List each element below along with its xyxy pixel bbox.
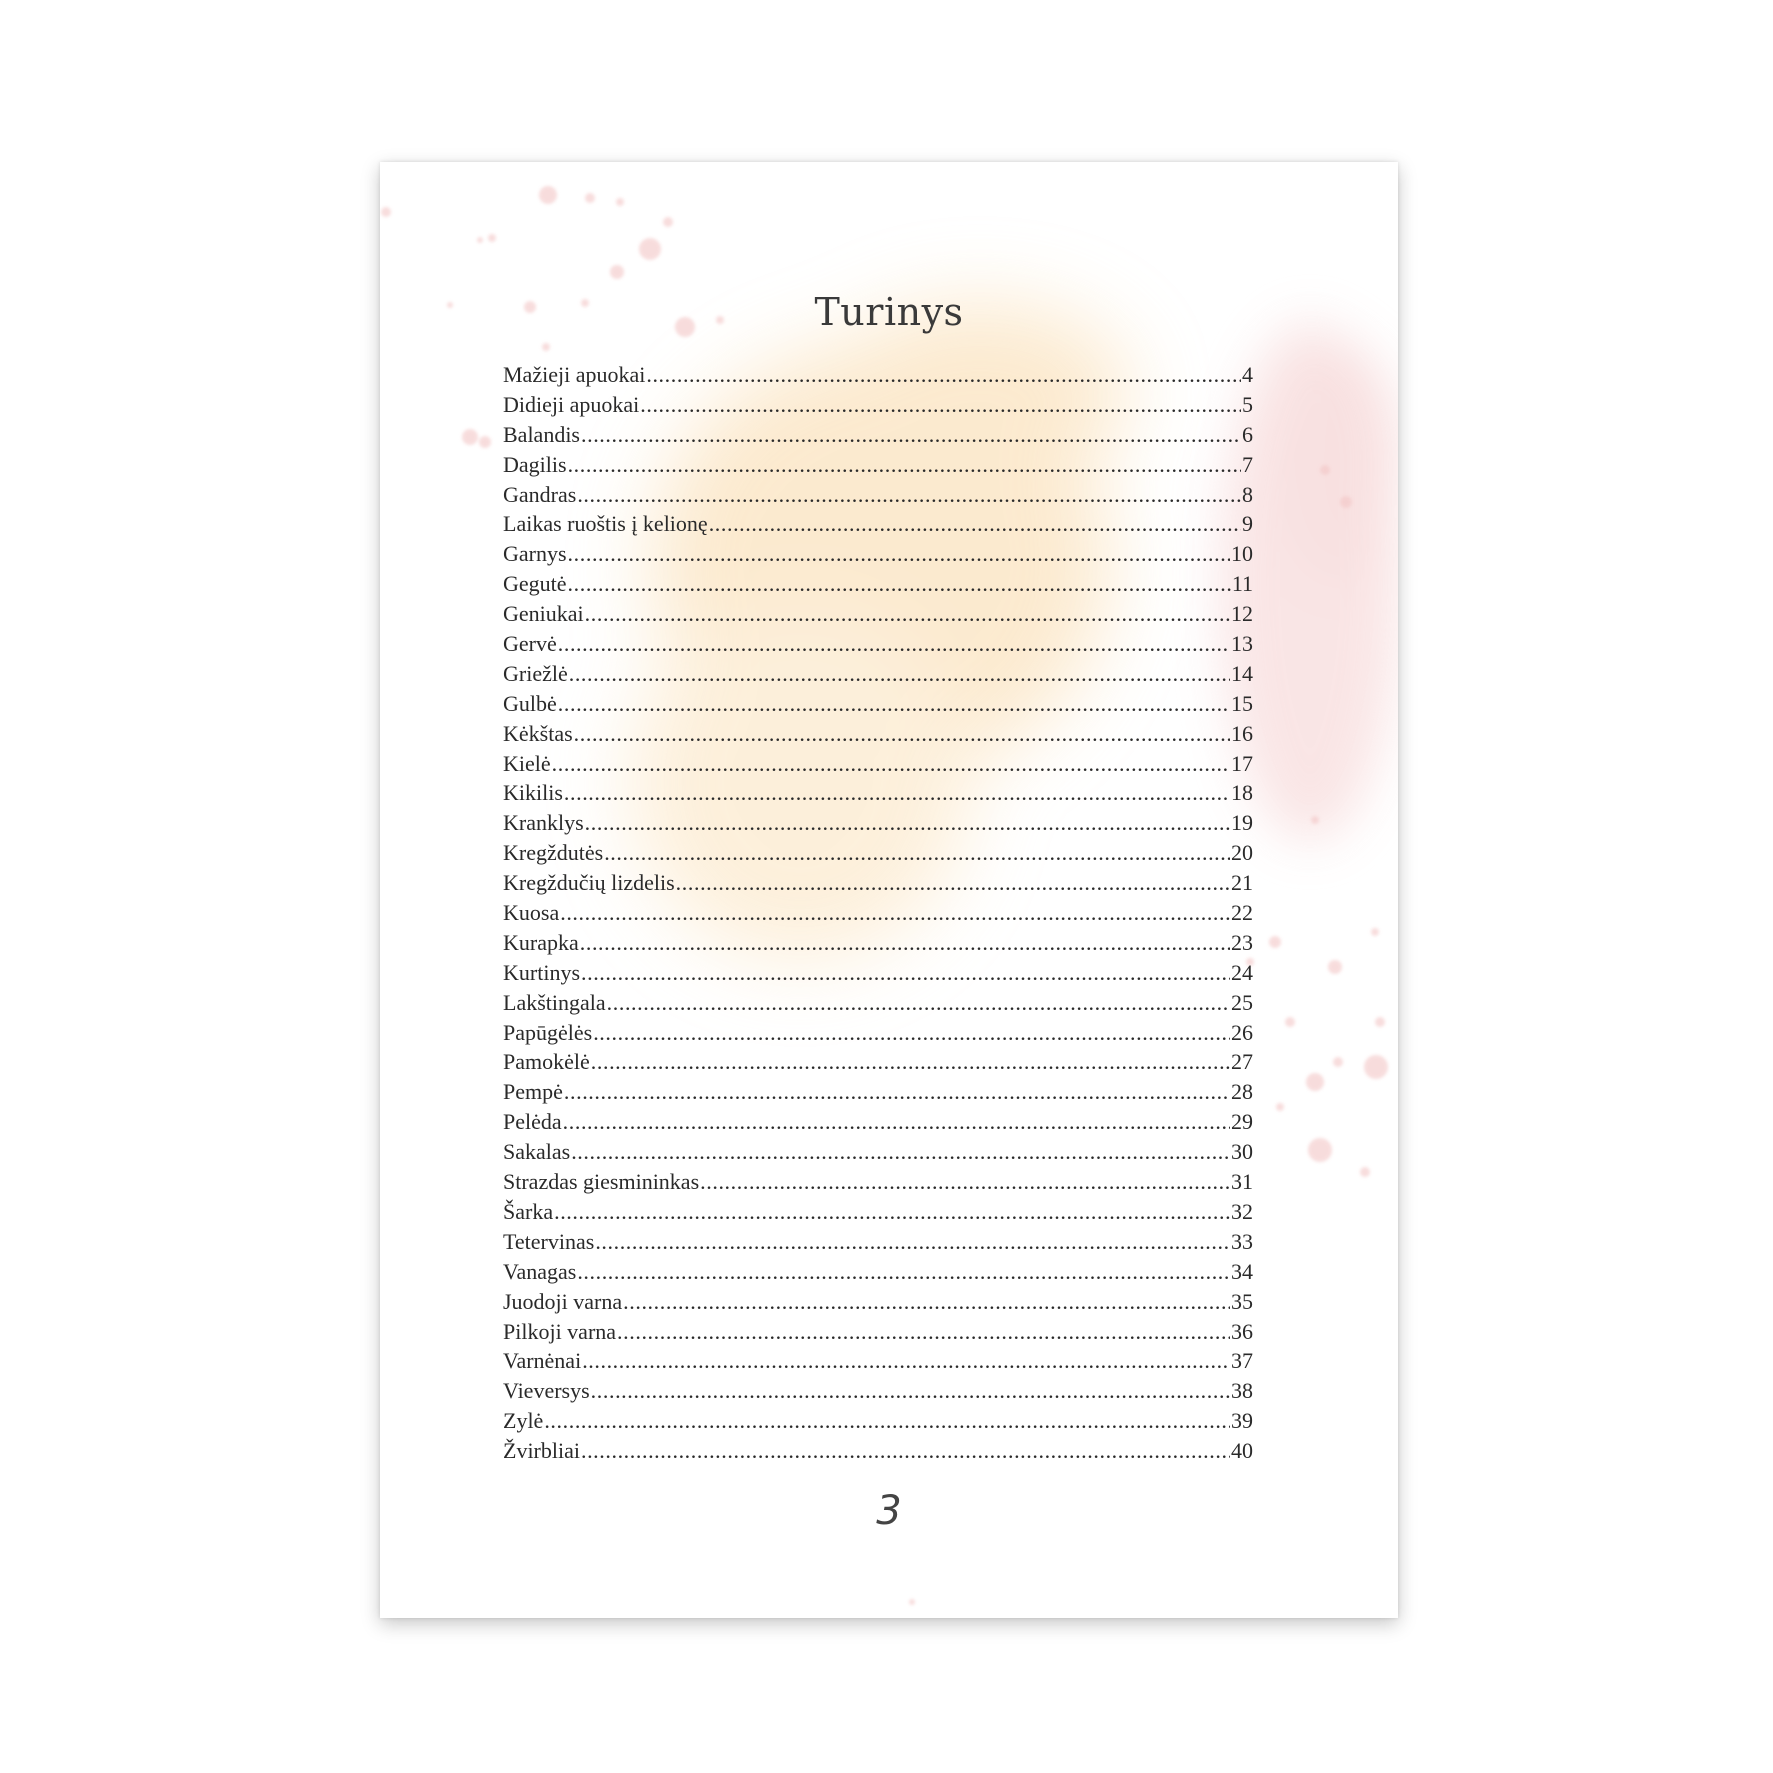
toc-entry-page: 39 <box>1231 1408 1253 1434</box>
toc-entry[interactable] <box>503 1438 1253 1468</box>
dot-leader <box>563 1109 1230 1135</box>
toc-entry-title: Pempė <box>503 1079 563 1105</box>
toc-entry[interactable] <box>503 1020 1253 1050</box>
toc-entry[interactable] <box>503 780 1253 810</box>
toc-entry-title: Zylė <box>503 1408 544 1434</box>
table-of-contents <box>503 362 1253 1468</box>
dot-leader <box>554 1199 1230 1225</box>
toc-entry-title: Geniukai <box>503 601 584 627</box>
toc-entry-page: 31 <box>1231 1169 1253 1195</box>
toc-entry[interactable] <box>503 661 1253 691</box>
toc-entry[interactable] <box>503 571 1253 601</box>
toc-entry[interactable] <box>503 990 1253 1020</box>
page-title: Turinys <box>814 290 964 334</box>
book-page <box>380 162 1398 1618</box>
dot-leader <box>580 930 1230 956</box>
dot-leader <box>640 392 1241 418</box>
toc-entry[interactable] <box>503 1229 1253 1259</box>
toc-entry-title: Vanagas <box>503 1258 577 1284</box>
toc-entry-title: Gandras <box>503 481 577 507</box>
toc-entry[interactable] <box>503 392 1253 422</box>
toc-entry[interactable] <box>503 362 1253 392</box>
toc-entry-title: Papūgėlės <box>503 1019 593 1045</box>
toc-entry[interactable] <box>503 1289 1253 1319</box>
dot-leader <box>558 691 1230 717</box>
dot-leader <box>564 780 1230 806</box>
toc-entry[interactable] <box>503 601 1253 631</box>
toc-entry-title: Griežlė <box>503 660 568 686</box>
toc-entry-title: Kėkštas <box>503 720 573 746</box>
toc-entry-page: 20 <box>1231 840 1253 866</box>
toc-entry[interactable] <box>503 482 1253 512</box>
toc-entry[interactable] <box>503 1139 1253 1169</box>
toc-entry-title: Kregždučių lizdelis <box>503 870 675 896</box>
toc-entry[interactable] <box>503 1049 1253 1079</box>
toc-entry-page: 24 <box>1231 959 1253 985</box>
toc-entry[interactable] <box>503 1109 1253 1139</box>
dot-leader <box>585 810 1230 836</box>
dot-leader <box>623 1289 1230 1315</box>
toc-entry-title: Juodoji varna <box>503 1288 623 1314</box>
toc-entry-title: Kuosa <box>503 900 560 926</box>
toc-entry-title: Vieversys <box>503 1378 590 1404</box>
toc-entry-title: Sakalas <box>503 1139 571 1165</box>
toc-entry-title: Šarka <box>503 1198 554 1224</box>
dot-leader <box>595 1229 1230 1255</box>
toc-entry-title: Kurapka <box>503 929 579 955</box>
toc-entry[interactable] <box>503 751 1253 781</box>
toc-entry-page: 37 <box>1231 1348 1253 1374</box>
toc-entry-page: 15 <box>1231 690 1253 716</box>
toc-entry-page: 7 <box>1242 451 1253 477</box>
toc-entry[interactable] <box>503 1378 1253 1408</box>
toc-entry-title: Kurtinys <box>503 959 580 985</box>
toc-entry-title: Kielė <box>503 750 551 776</box>
toc-entry[interactable] <box>503 1319 1253 1349</box>
toc-entry-page: 35 <box>1231 1288 1253 1314</box>
toc-entry-title: Gervė <box>503 631 557 657</box>
toc-entry[interactable] <box>503 1408 1253 1438</box>
dot-leader <box>571 1139 1230 1165</box>
toc-entry[interactable] <box>503 511 1253 541</box>
toc-entry-page: 40 <box>1231 1438 1253 1464</box>
toc-entry-page: 17 <box>1231 750 1253 776</box>
toc-entry-title: Laikas ruoštis į kelionę <box>503 511 708 537</box>
toc-entry[interactable] <box>503 960 1253 990</box>
toc-entry-page: 23 <box>1231 929 1253 955</box>
dot-leader <box>676 870 1230 896</box>
dot-leader <box>591 1049 1230 1075</box>
toc-entry-page: 4 <box>1242 362 1253 387</box>
toc-entry[interactable] <box>503 1199 1253 1229</box>
toc-entry-title: Mažieji apuokai <box>503 362 646 387</box>
dot-leader <box>581 960 1230 986</box>
toc-entry-page: 36 <box>1231 1318 1253 1344</box>
toc-entry[interactable] <box>503 631 1253 661</box>
toc-entry-title: Žvirbliai <box>503 1438 580 1464</box>
toc-entry-page: 34 <box>1231 1258 1253 1284</box>
dot-leader <box>574 721 1230 747</box>
toc-entry[interactable] <box>503 1079 1253 1109</box>
dot-leader <box>593 1020 1230 1046</box>
toc-entry-title: Dagilis <box>503 451 567 477</box>
toc-entry[interactable] <box>503 691 1253 721</box>
toc-entry-page: 27 <box>1231 1049 1253 1075</box>
dot-leader <box>568 571 1231 597</box>
toc-entry[interactable] <box>503 900 1253 930</box>
toc-entry-title: Tetervinas <box>503 1228 595 1254</box>
toc-entry-page: 16 <box>1231 720 1253 746</box>
dot-leader <box>569 661 1230 687</box>
dot-leader <box>558 631 1230 657</box>
toc-entry-page: 28 <box>1231 1079 1253 1105</box>
dot-leader <box>560 900 1230 926</box>
toc-entry-title: Kikilis <box>503 780 563 806</box>
toc-entry-page: 29 <box>1231 1109 1253 1135</box>
dot-leader <box>709 511 1241 537</box>
toc-entry-page: 11 <box>1231 571 1253 597</box>
toc-entry[interactable] <box>503 721 1253 751</box>
toc-entry[interactable] <box>503 930 1253 960</box>
toc-entry-page: 9 <box>1242 511 1253 537</box>
toc-entry[interactable] <box>503 870 1253 900</box>
toc-entry-page: 18 <box>1231 780 1253 806</box>
dot-leader <box>700 1169 1230 1195</box>
dot-leader <box>552 751 1230 777</box>
toc-entry-title: Didieji apuokai <box>503 391 640 417</box>
toc-entry-page: 10 <box>1231 541 1253 567</box>
dot-leader <box>604 840 1230 866</box>
dot-leader <box>568 452 1241 478</box>
toc-entry[interactable] <box>503 1169 1253 1199</box>
toc-entry-page: 21 <box>1231 870 1253 896</box>
toc-entry-page: 5 <box>1242 391 1253 417</box>
page-number: 3 <box>876 1488 902 1534</box>
toc-entry-page: 13 <box>1231 631 1253 657</box>
toc-entry[interactable] <box>503 810 1253 840</box>
toc-entry-page: 32 <box>1231 1198 1253 1224</box>
toc-entry-title: Gulbė <box>503 690 557 716</box>
toc-entry-page: 19 <box>1231 810 1253 836</box>
toc-entry-page: 25 <box>1231 989 1253 1015</box>
toc-entry[interactable] <box>503 840 1253 870</box>
dot-leader <box>617 1319 1230 1345</box>
toc-entry[interactable] <box>503 1348 1253 1378</box>
dot-leader <box>581 1438 1230 1464</box>
dot-leader <box>568 541 1230 567</box>
dot-leader <box>564 1079 1230 1105</box>
toc-entry-page: 12 <box>1231 601 1253 627</box>
dot-leader <box>577 1259 1230 1285</box>
toc-entry-title: Gegutė <box>503 571 567 597</box>
toc-entry-title: Kranklys <box>503 810 584 836</box>
toc-entry-title: Lakštingala <box>503 989 606 1015</box>
toc-entry-page: 33 <box>1231 1228 1253 1254</box>
dot-leader <box>581 422 1241 448</box>
toc-entry-page: 38 <box>1231 1378 1253 1404</box>
toc-entry[interactable] <box>503 541 1253 571</box>
toc-entry-title: Pelėda <box>503 1109 562 1135</box>
toc-entry[interactable] <box>503 422 1253 452</box>
toc-entry-page: 26 <box>1231 1019 1253 1045</box>
toc-entry-title: Garnys <box>503 541 567 567</box>
dot-leader <box>544 1408 1230 1434</box>
toc-entry-title: Strazdas giesmininkas <box>503 1169 700 1195</box>
toc-entry-title: Kregždutės <box>503 840 604 866</box>
toc-entry-page: 6 <box>1242 421 1253 447</box>
dot-leader <box>582 1348 1230 1374</box>
dot-leader <box>577 482 1241 508</box>
dot-leader <box>607 990 1230 1016</box>
toc-entry[interactable] <box>503 1259 1253 1289</box>
toc-entry-page: 22 <box>1231 900 1253 926</box>
dot-leader <box>591 1378 1230 1404</box>
toc-entry-page: 30 <box>1231 1139 1253 1165</box>
toc-entry[interactable] <box>503 452 1253 482</box>
toc-entry-title: Varnėnai <box>503 1348 582 1374</box>
toc-entry-page: 8 <box>1242 481 1253 507</box>
toc-entry-title: Pilkoji varna <box>503 1318 617 1344</box>
dot-leader <box>646 362 1241 388</box>
toc-entry-title: Balandis <box>503 421 580 447</box>
dot-leader <box>585 601 1230 627</box>
toc-entry-title: Pamokėlė <box>503 1049 590 1075</box>
toc-entry-page: 14 <box>1231 660 1253 686</box>
